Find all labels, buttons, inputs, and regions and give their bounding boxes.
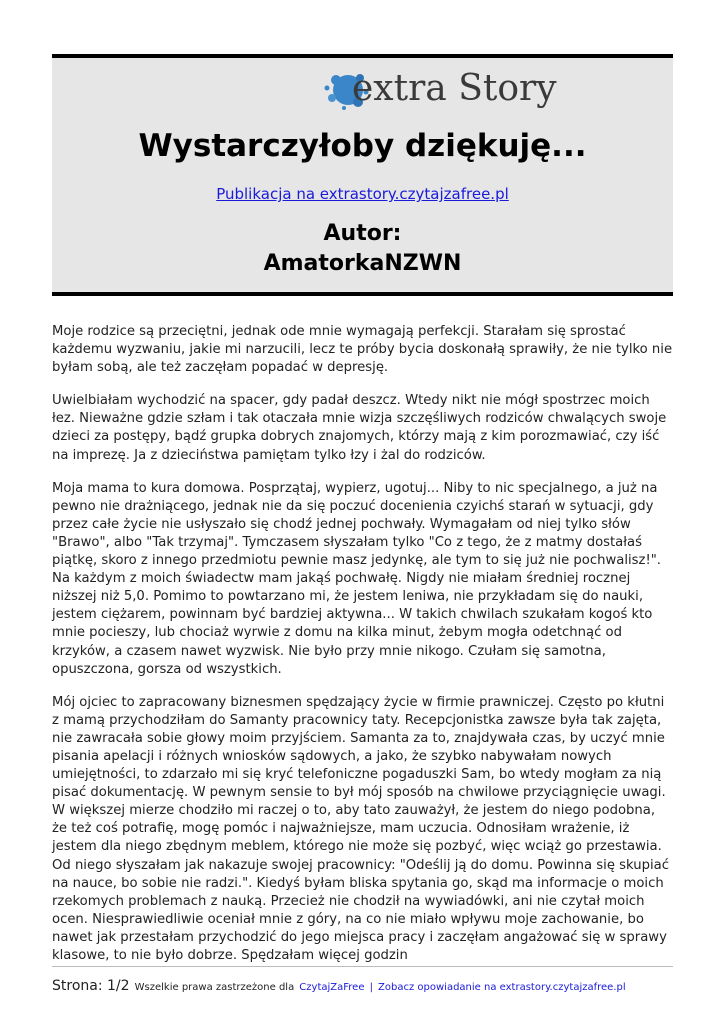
paragraph: Moje rodzice są przeciętni, jednak ode mnie wymagają perfekcji. Starałam się sprostać każdemu wyzwaniu, jakie mi narzucili, lecz te próby bycia doskonałą sprawiły, że nie tylko nie byłam sobą, ale też zaczęłam popadać w depresję. (52, 324, 673, 376)
extra-story-logo (322, 66, 557, 112)
publication-link[interactable]: Publikacja na extrastory.czytajzafree.pl (216, 185, 509, 203)
paragraph: Uwielbiałam wychodzić na spacer, gdy padał deszcz. Wtedy nikt nie mógł spostrzec moich łez. Nieważne gdzie szłam i tak otaczała mnie wizja szczęśliwych rodziców chwalących swoje dzieci za postępy, bądź grupka dobrych znajomych, którzy mają z kim porozmawiać, czy iść na imprezę. Ja z dzieciństwa pamiętam tylko łzy i żal do rodziców. (52, 393, 667, 463)
footer-divider (52, 966, 673, 967)
rights-text: Wszelkie prawa zastrzeżone dla (134, 982, 295, 993)
story-link[interactable]: Zobacz opowiadanie na extrastory.czytajzafree.pl (378, 982, 626, 993)
czytajzafree-link[interactable]: CzytajZaFree (299, 982, 365, 993)
page-number: Strona: 1/2 (52, 978, 130, 994)
logo-text: extra Story (352, 68, 557, 109)
paragraph: Mój ojciec to zapracowany biznesmen spędzający życie w firmie prawniczej. Często po kłutni z mamą przychodziłam do Samanty pracownicy taty. Recepcjonistka zawsze była tak zajęta, nie zawracała sobie głowy moim przyjściem. Samanta za to, znajdywała czas, by uczyć mnie pisania apelacji i różnych wniosków sądowych, a jako, że szybko nabywałam nowych umiejętności, to zdarzało mi się kryć telefoniczne pogaduszki Sam, bo wtedy mogłam za nią pisać dokumentację. W pewnym sensie to był mój sposób na chwilowe przyciągnięcie uwagi. W większej mierze chodziło mi raczej o to, aby tato zauważył, że jestem do niego podobna, że też coś potrafię, mogę pomóc i najważniejsze, mam uczucia. Odnosiłam wrażenie, iż jestem dla niego zbędnym meblem, którego nie może się pozbyć, więc wciąż go przestawia. Od niego słyszałam jak nakazuje swojej pracownicy: "Odeślij ją do domu. Powinna się skupiać na nauce, bo sobie nie radzi.". Kiedyś byłam bliska spytania go, skąd ma informacje o moich rzekomych problemach z nauką. Przecież nie chodził na wywiadówki, ani nie czytał moich ocen. Niesprawiedliwie oceniał mnie z góry, na co nie miało wpływu moje zachowanie, bo nawet jak przestałam przychodzić do jego miejsca pracy i zaczęłam angażować się w sprawy klasowe, to nie było dobrze. Spędzałam więcej godzin (52, 694, 669, 963)
paragraph: Moja mama to kura domowa. Posprzątaj, wypierz, ugotuj... Niby to nic specjalnego, a już na pewno nie drażniącego, jednak nie da się poczuć docenienia czyichś starań w sytuacji, gdy przez całe życie nie usłyszało się chodź jednej pochwały. Wymagałam od niej tylko słów "Brawo", albo "Tak trzymaj". Tymczasem słyszałam tylko "Co z tego, że z matmy dostałaś piątkę, skoro z innego przedmiotu pewnie masz jedynkę, ale tym to się już nie pochwalisz!". Na każdym z moich świadectw mam jakąś pochwałę. Nigdy nie miałam średniej rocznej niższej niż 5,0. Pomimo to powtarzano mi, że jestem leniwa, nie przykładam się do nauki, jestem ciężarem, powinnam być bardziej aktywna... W takich chwilach szukałam kogoś kto mnie pocieszy, lub chociaż wyrwie z domu na kilka minut, żebym mogła odetchnąć od krzyków, a czasem nawet wyzwisk. Nie było przy mnie nikogo. Czułam się samotna, opuszczona, gorsza od wszystkich. (52, 480, 661, 677)
story-body (52, 323, 673, 980)
author-label: Autor: (323, 221, 402, 246)
document-header (52, 54, 673, 296)
footer-separator: | (369, 982, 373, 993)
story-title: Wystarczyłoby dziękuję... (138, 128, 587, 164)
page-footer (52, 975, 692, 994)
author-name: AmatorkaNZWN (263, 251, 462, 276)
